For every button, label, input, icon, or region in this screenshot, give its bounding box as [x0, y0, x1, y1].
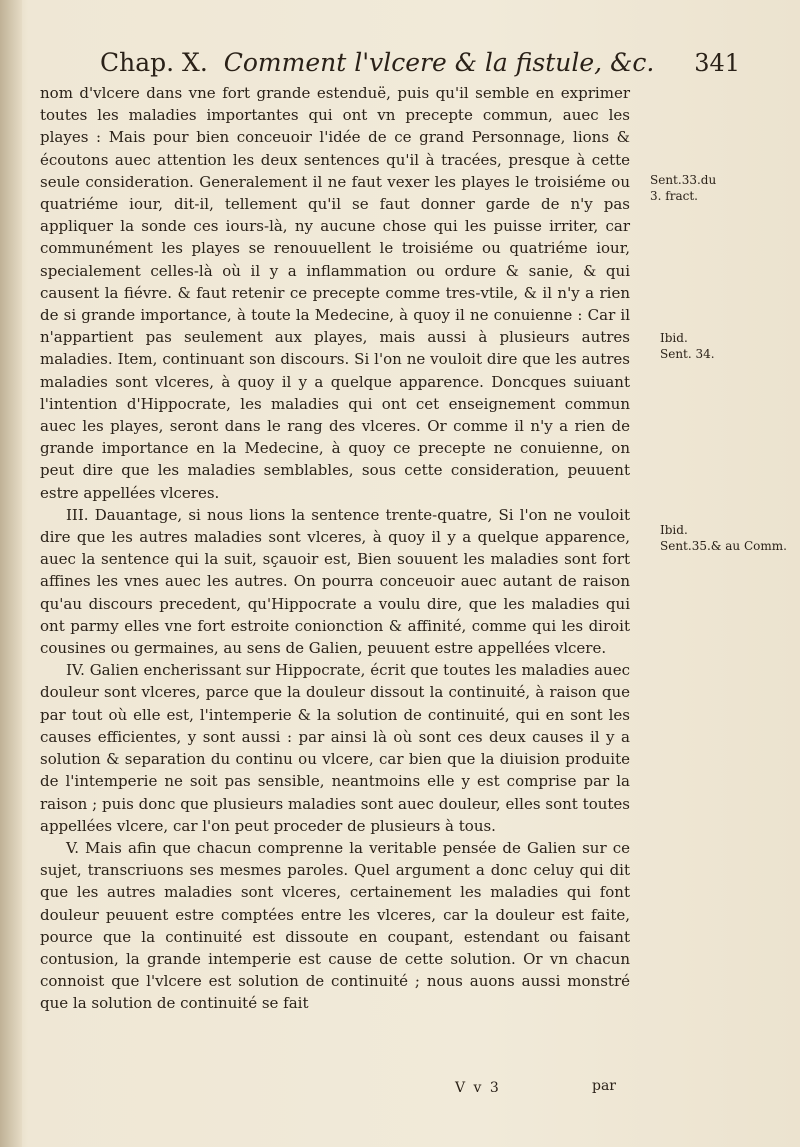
paragraph-1: nom d'vlcere dans vne fort grande estenduë, puis qu'il semble en exprimer toutes les maladies importantes qui ont vn precepte commun, auec les playes : Mais pour bien conceuoir l'idée de ce grand Personnage, lions & écoutons auec attention les deux sentences qu'il à tracées, presque à cette seule consideration. Generalement il ne faut vexer les playes le troisiéme ou quatriéme iour, dit-il, tellement qu'il se faut donner garde de n'y pas appliquer la sonde ces iours-là, ny aucune chose qui les puisse irriter, car communément les playes se renouuellent le troisiéme ou quatriéme iour, specialement celles-là où il y a inflammation ou ordure & sanie, & qui causent la fiévre. & faut retenir ce precepte comme tres-vtile, & il n'y a rien de si grande importance, à toute la Medecine, à quoy il ne conuienne : Car il n'appartient pas seulement aux playes, mais aussi à plusieurs autres maladies. Item, continuant son discours. Si l'on ne vouloit dire que les autres maladies sont vlceres, à quoy il y a quelque apparence. Doncques suiuant l'intention d'Hippocrate, les maladies qui ont cet enseignement commun auec les playes, seront dans le rang des vlceres. Or comme il n'y a rien de grande importance en la Medecine, à quoy ce precepte ne conuienne, on peut dire que les maladies semblables, sous cette consideration, peuuent estre appellées vlceres.	[40, 84, 630, 502]
paragraph-2: III. Dauantage, si nous lions la sentence trente-quatre, Si l'on ne vouloit dire que les autres maladies sont vlceres, à quoy il y a quelque apparence, auec la sentence qui la suit, sçauoir est, Bien souuent les maladies sont fort affines les vnes auec les autres. On pourra conceuoir auec autant de raison qu'au discours precedent, qu'Hippocrate a voulu dire, que les maladies qui ont parmy elles vne fort estroite conionction & affinité, comme qui les diroit cousines ou germaines, au sens de Galien, peuuent estre appellées vlcere.	[40, 505, 630, 658]
margin-note-2	[660, 330, 715, 362]
running-header	[100, 48, 740, 78]
chapter-label: Chap. X.	[100, 48, 208, 77]
signature-mark: V v 3	[455, 1080, 501, 1096]
margin-note-1	[650, 172, 716, 204]
margin-note-3	[660, 522, 787, 554]
margin-note-text: Ibid. Sent. 34.	[660, 331, 715, 361]
binding-gutter	[0, 0, 22, 1147]
page-number: 341	[694, 49, 740, 77]
margin-note-text: Ibid. Sent.35.& au Comm.	[660, 523, 787, 553]
text-body	[40, 82, 630, 1015]
paragraph-3: IV. Galien encherissant sur Hippocrate, écrit que toutes les maladies auec douleur sont vlceres, parce que la douleur dissout la continuité, à raison que par tout où elle est, l'intemperie & la solution de continuité, qui en sont les causes efficientes, y sont aussi : par ainsi là où sont ces deux causes il y a solution & separation du continu ou vlcere, car bien que la diuision produite de l'intemperie ne soit pas sensible, neantmoins elle y est comprise par la raison ; puis donc que plusieurs maladies sont auec douleur, elles sont toutes appellées vlcere, car l'on peut proceder de plusieurs à tous.	[40, 661, 630, 835]
paragraph-4: V. Mais afin que chacun comprenne la veritable pensée de Galien sur ce sujet, transcriuons ses mesmes paroles. Quel argument a donc celuy qui dit que les autres maladies sont vlceres, certainement les maladies qui font douleur peuuent estre comptées entre les vlceres, car la douleur est faite, pource que la continuité est dissoute en coupant, estendant ou faisant contusion, la grande intemperie est cause de cette solution. Or vn chacun connoist que l'vlcere est solution de continuité ; nous auons aussi monstré que la solution de continuité se fait	[40, 838, 630, 1013]
margin-note-text: Sent.33.du 3. fract.	[650, 173, 717, 203]
catchword: par	[592, 1078, 617, 1094]
chapter-title: Comment l'vlcere & la fistule, &c.	[223, 48, 655, 77]
